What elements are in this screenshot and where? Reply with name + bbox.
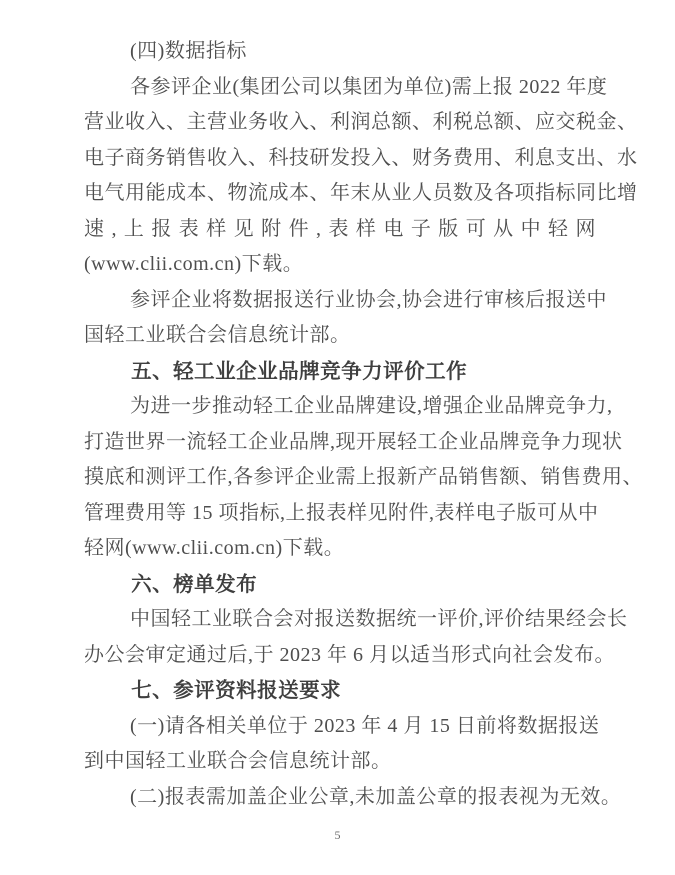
- paragraph-brand-evaluation-line: 管理费用等 15 项指标,上报表样见附件,表样电子版可从中: [84, 501, 599, 524]
- paragraph-data-reporting-line: 电气用能成本、物流成本、年末从业人员数及各项指标同比增: [84, 182, 638, 204]
- section-heading-5-brand-competitiveness: 五、轻工业企业品牌竞争力评价工作: [131, 359, 468, 383]
- paragraph-association-review-line: 参评企业将数据报送行业协会,协会进行审核后报送中: [130, 288, 607, 311]
- paragraph-data-reporting-line: (www.clii.com.cn)下载。: [84, 253, 304, 275]
- paragraph-data-reporting-line: 各参评企业(集团公司以集团为单位)需上报 2022 年度: [130, 75, 608, 98]
- paragraph-brand-evaluation-line: 摸底和测评工作,各参评企业需上报新产品销售额、销售费用、: [84, 466, 643, 488]
- paragraph-result-publication-line: 办公会审定通过后,于 2023 年 6 月以适当形式向社会发布。: [84, 643, 615, 666]
- paragraph-data-reporting-line: 营业收入、主营业务收入、利润总额、利税总额、应交税金、: [84, 111, 638, 133]
- paragraph-submission-deadline-line: 到中国轻工业联合会信息统计部。: [84, 750, 392, 772]
- subsection-heading-data-indicators: (四)数据指标: [130, 40, 247, 62]
- page-number: 5: [334, 828, 341, 842]
- paragraph-association-review-line: 国轻工业联合会信息统计部。: [84, 324, 351, 346]
- section-heading-7-submission-requirements: 七、参评资料报送要求: [131, 679, 342, 702]
- paragraph-official-seal-line: (二)报表需加盖企业公章,未加盖公章的报表视为无效。: [130, 785, 622, 808]
- paragraph-submission-deadline-line: (一)请各相关单位于 2023 年 4 月 15 日前将数据报送: [130, 714, 600, 737]
- paragraph-data-reporting-line: 电子商务销售收入、科技研发投入、财务费用、利息支出、水: [84, 146, 638, 169]
- section-heading-6-list-release: 六、榜单发布: [131, 572, 258, 596]
- paragraph-result-publication-line: 中国轻工业联合会对报送数据统一评价,评价结果经会长: [130, 608, 628, 630]
- paragraph-brand-evaluation-line: 轻网(www.clii.com.cn)下载。: [84, 537, 345, 559]
- paragraph-brand-evaluation-line: 为进一步推动轻工企业品牌建设,增强企业品牌竞争力,: [130, 395, 613, 417]
- paragraph-brand-evaluation-line: 打造世界一流轻工企业品牌,现开展轻工企业品牌竞争力现状: [84, 430, 623, 453]
- document-body: [84, 34, 643, 815]
- paragraph-data-reporting-line: 速,上报表样见附件,表样电子版可从中轻网: [84, 217, 596, 240]
